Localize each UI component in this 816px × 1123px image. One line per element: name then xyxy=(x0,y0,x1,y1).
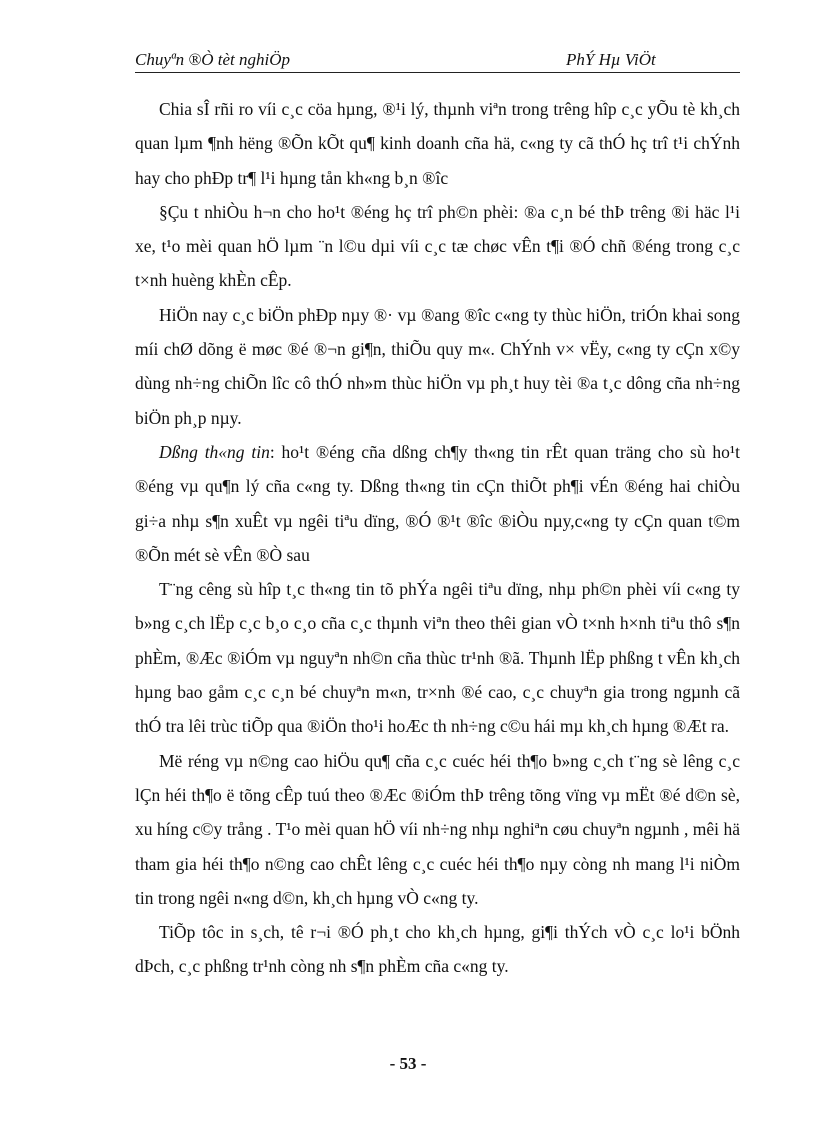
paragraph: HiÖn nay c¸c biÖn phÐp nµy ®· vµ ®ang ®îc c«ng ty thùc hiÖn, triÓn khai song míi chØ dõng ë møc ®é ®¬n gi¶n, thiÕu quy m«. ChÝnh v× vËy, c«ng ty cÇn x©y dùng nh÷ng chiÕn lîc cô thÓ nh»m thùc hiÖn vµ ph¸t huy tèi ®a t¸c dông cña nh÷ng biÖn ph¸p nµy. xyxy=(135,304,740,428)
paragraph: TiÕp tôc in s¸ch, tê r¬i ®Ó ph¸t cho kh¸ch hµng, gi¶i thÝch vÒ c¸c lo¹i bÖnh dÞch, c¸c phßng tr¹nh còng nh s¶n phÈm cña c«ng ty. xyxy=(135,922,740,977)
paragraph-text: : ho¹t ®éng cña dßng ch¶y th«ng tin rÊt quan träng cho sù ho¹t ®éng vµ qu¶n lý cña c«ng ty. Dßng th«ng tin cÇn thiÕt ph¶i vÉn ®éng hai chiÒu gi÷a nhµ s¶n xuÊt vµ ngêi tiªu dïng, ®Ó ®¹t ®îc ®iÒu nµy,c«ng ty cÇn quan t©m ®Õn mét sè vÊn ®Ò sau xyxy=(135,441,740,565)
paragraph xyxy=(135,435,740,572)
header-title: Chuyªn ®Ò tèt nghiÖp xyxy=(135,50,291,69)
paragraph-lead: Dßng th«ng tin xyxy=(159,441,270,462)
header-author: PhÝ Hµ ViÖt xyxy=(566,50,656,69)
page-number: - 53 - xyxy=(389,1054,427,1073)
paragraph: Chia sÎ rñi ro víi c¸c cöa hµng, ®¹i lý, thµnh viªn trong trêng hîp c¸c yÕu tè kh¸ch quan lµm ¶nh hëng ®Õn kÕt qu¶ kinh doanh cña hä, c«ng ty cã thÓ hç trî t¹i chÝnh hay cho phÐp tr¶ l¹i hµng tån kh«ng b¸n ®îc xyxy=(135,99,740,188)
paragraph: §Çu t nhiÒu h¬n cho ho¹t ®éng hç trî ph©n phèi: ®a c¸n bé thÞ trêng ®i häc l¹i xe, t¹o mèi quan hÖ lµm ¨n l©u dµi víi c¸c tæ chøc vÊn t¶i ®Ó chñ ®éng trong c¸c t×nh huèng khÈn cÊp. xyxy=(135,201,740,291)
document-body xyxy=(135,92,740,984)
paragraph: T¨ng cêng sù hîp t¸c th«ng tin tõ phÝa ngêi tiªu dïng, nhµ ph©n phèi víi c«ng ty b»ng c¸ch lËp c¸c b¸o c¸o cña c¸c thµnh viªn theo thêi gian vÒ t×nh h×nh tiªu thô s¶n phÈm, ®Æc ®iÓm vµ nguyªn nh©n cña thùc tr¹nh ®ã. Thµnh lËp phßng t vÊn kh¸ch hµng bao gåm c¸c c¸n bé chuyªn m«n, tr×nh ®é cao, c¸c chuyªn gia trong ngµnh cã thÓ tra lêi trùc tiÕp qua ®iÖn tho¹i hoÆc th nh÷ng c©u hái mµ kh¸ch hµng ®Æt ra. xyxy=(135,579,740,737)
running-header xyxy=(135,50,740,73)
paragraph: Më réng vµ n©ng cao hiÖu qu¶ cña c¸c cuéc héi th¶o b»ng c¸ch t¨ng sè lêng c¸c lÇn héi th¶o ë tõng cÊp tuú theo ®Æc ®iÓm thÞ trêng tõng vïng vµ mËt ®é d©n sè, xu híng c©y trång . T¹o mèi quan hÖ víi nh÷ng nhµ nghiªn cøu chuyªn ngµnh , mêi hä tham gia héi th¶o n©ng cao chÊt lêng c¸c cuéc héi th¶o nµy còng nh mang l¹i niÒm tin trong ngêi n«ng d©n, kh¸ch hµng vÒ c«ng ty. xyxy=(135,750,740,908)
